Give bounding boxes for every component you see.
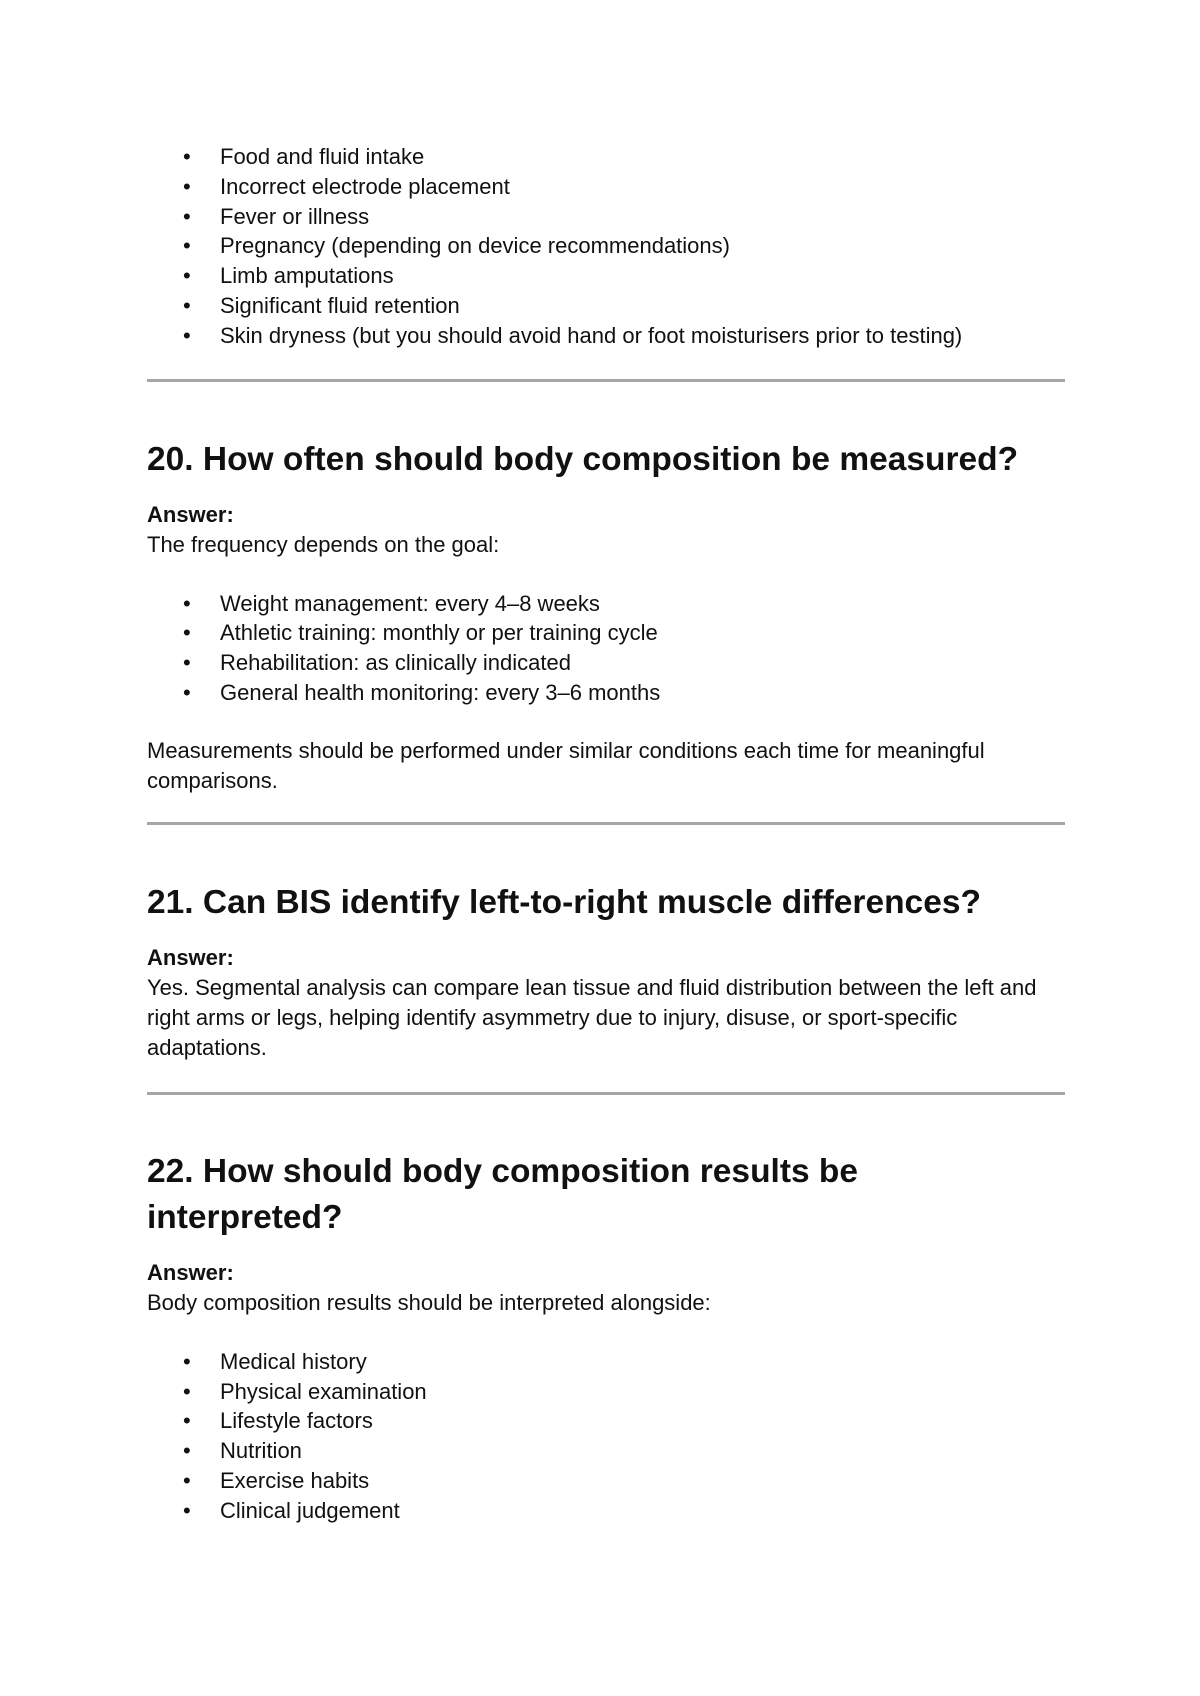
- list-item: • Physical examination: [183, 1377, 1065, 1407]
- list-item: • Significant fluid retention: [183, 291, 1065, 321]
- list-item: • General health monitoring: every 3–6 months: [183, 678, 1065, 708]
- question-22-section: [147, 1149, 1065, 1526]
- answer-intro: Body composition results should be interpreted alongside:: [147, 1289, 711, 1315]
- answer-label: Answer:: [147, 1259, 234, 1285]
- list-item: • Food and fluid intake: [183, 142, 1065, 172]
- factors-list: [147, 142, 1065, 351]
- section-divider: [147, 1092, 1065, 1095]
- list-item: • Limb amputations: [183, 261, 1065, 291]
- answer-intro: The frequency depends on the goal:: [147, 531, 500, 557]
- question-20-section: [147, 437, 1065, 796]
- list-item: • Rehabilitation: as clinically indicated: [183, 648, 1065, 678]
- list-item: • Weight management: every 4–8 weeks: [183, 589, 1065, 619]
- question-21-heading: 21. Can BIS identify left-to-right muscle differences?: [147, 883, 981, 921]
- list-item: • Pregnancy (depending on device recommendations): [183, 231, 1065, 261]
- question-21-section: [147, 880, 1065, 1063]
- list-item: • Incorrect electrode placement: [183, 172, 1065, 202]
- list-item: • Medical history: [183, 1347, 1065, 1377]
- answer-body: Yes. Segmental analysis can compare lean tissue and fluid distribution between the left and right arms or legs, helping identify asymmetry due to injury, disuse, or sport-specific adaptations.: [147, 974, 1037, 1060]
- list-item: • Athletic training: monthly or per training cycle: [183, 618, 1065, 648]
- list-item: • Fever or illness: [183, 202, 1065, 232]
- section-divider: [147, 379, 1065, 382]
- list-item: • Lifestyle factors: [183, 1406, 1065, 1436]
- list-item: • Skin dryness (but you should avoid hand or foot moisturisers prior to testing): [183, 321, 1065, 351]
- list-item: • Exercise habits: [183, 1466, 1065, 1496]
- answer-label: Answer:: [147, 944, 234, 970]
- document-page: [147, 142, 1065, 1526]
- list-item: • Nutrition: [183, 1436, 1065, 1466]
- list-item: • Clinical judgement: [183, 1496, 1065, 1526]
- question-20-heading: 20. How often should body composition be measured?: [147, 440, 1019, 478]
- section-divider: [147, 822, 1065, 825]
- frequency-list: [147, 589, 1065, 708]
- answer-closing: Measurements should be performed under similar conditions each time for meaningful comparisons.: [147, 737, 985, 793]
- answer-label: Answer:: [147, 501, 234, 527]
- interpretation-list: [147, 1347, 1065, 1526]
- question-22-heading: 22. How should body composition results be interpreted?: [147, 1152, 859, 1236]
